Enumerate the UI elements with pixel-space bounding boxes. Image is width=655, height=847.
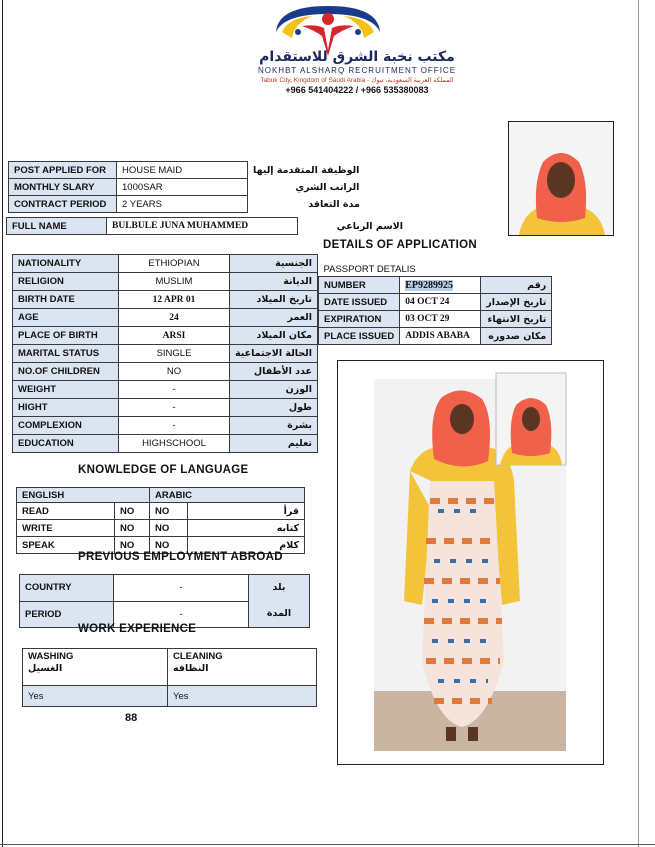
fullname-value: BULBULE JUNA MUHAMMED — [107, 218, 298, 235]
complexion-value: - — [119, 417, 230, 435]
salary-label: MONTHLY SLARY — [9, 179, 117, 196]
passport-table — [318, 263, 552, 345]
birthdate-arabic: تاريخ الميلاد — [230, 291, 318, 309]
fullname-label: FULL NAME — [7, 218, 107, 235]
passport-issued-value: 04 OCT 24 — [400, 294, 481, 311]
full-body-photo-frame — [337, 360, 604, 765]
read-arabic-label: قرأ — [188, 503, 305, 520]
salary-arabic: الراتب الشري — [248, 179, 365, 196]
contract-arabic: مدة التعاقد — [248, 196, 365, 213]
previous-table — [19, 574, 310, 628]
work-heading: WORK EXPERIENCE — [78, 623, 197, 635]
washing-arabic: الغسيل — [28, 663, 63, 674]
passport-place-label: PLACE ISSUED — [319, 328, 400, 345]
passport-photo-frame — [508, 121, 614, 236]
children-label: NO.OF CHILDREN — [13, 363, 119, 381]
speak-english: NO — [115, 537, 150, 554]
post-table — [8, 161, 365, 213]
nationality-label: NATIONALITY — [13, 255, 119, 273]
office-address: Tabuk City, Kingdom of Saudi Arabia - المملكة العربية السعودية، تبوك — [260, 77, 454, 84]
contract-value: 2 YEARS — [117, 196, 248, 213]
post-arabic: الوظيفة المتقدمة إليها — [248, 162, 365, 179]
weight-label: WEIGHT — [13, 381, 119, 399]
passport-expiry-label: EXPIRATION — [319, 311, 400, 328]
office-phones: +966 541404222 / +966 535380083 — [285, 85, 429, 95]
post-label: POST APPLIED FOR — [9, 162, 117, 179]
marital-label: MARITAL STATUS — [13, 345, 119, 363]
details-heading: DETAILS OF APPLICATION — [323, 239, 477, 251]
office-name-english: NOKHBT ALSHARQ RECRUITMENT OFFICE — [257, 66, 457, 75]
birthdate-label: BIRTH DATE — [13, 291, 119, 309]
birthdate-value: 12 APR 01 — [119, 291, 230, 309]
previous-arabic — [249, 575, 310, 628]
arabic-header: ARABIC — [150, 488, 305, 503]
work-table — [22, 648, 317, 707]
cleaning-label: CLEANING — [173, 651, 223, 662]
birthplace-arabic: مكان الميلاد — [230, 327, 318, 345]
washing-label: WASHING — [28, 651, 74, 662]
period-arabic: المدة — [266, 608, 292, 619]
complexion-arabic: بشرة — [230, 417, 318, 435]
write-label: WRITE — [17, 520, 115, 537]
height-arabic: طول — [230, 399, 318, 417]
religion-label: RELIGION — [13, 273, 119, 291]
office-name-arabic: مكتب نخبة الشرق للاستقدام — [259, 49, 455, 65]
complexion-label: COMPLEXION — [13, 417, 119, 435]
contract-label: CONTRACT PERIOD — [9, 196, 117, 213]
fullname-table — [6, 217, 408, 235]
language-table — [16, 487, 305, 554]
english-header: ENGLISH — [17, 488, 150, 503]
passport-photo — [509, 122, 613, 235]
country-arabic: بلد — [272, 582, 286, 593]
marital-value: SINGLE — [119, 345, 230, 363]
salary-value: 1000SAR — [117, 179, 248, 196]
religion-value: MUSLIM — [119, 273, 230, 291]
passport-place-value: ADDIS ABABA — [400, 328, 481, 345]
period-label: PERIOD — [20, 601, 114, 628]
details-table — [12, 254, 318, 453]
post-value: HOUSE MAID — [117, 162, 248, 179]
education-value: HIGHSCHOOL — [119, 435, 230, 453]
period-value: - — [114, 601, 249, 628]
cleaning-value: Yes — [168, 686, 317, 707]
language-heading: KNOWLEDGE OF LANGUAGE — [78, 464, 249, 476]
write-arabic: NO — [150, 520, 188, 537]
education-arabic: تعليم — [230, 435, 318, 453]
marital-arabic: الحالة الاجتماعية — [230, 345, 318, 363]
passport-issued-label: DATE ISSUED — [319, 294, 400, 311]
write-english: NO — [115, 520, 150, 537]
full-body-photo — [338, 361, 603, 764]
country-value: - — [114, 575, 249, 602]
cleaning-cell — [168, 649, 317, 686]
birthplace-value: ARSI — [119, 327, 230, 345]
page-border-left — [2, 0, 3, 847]
children-arabic: عدد الأطفال — [230, 363, 318, 381]
weight-value: - — [119, 381, 230, 399]
cleaning-arabic: النظافه — [173, 663, 209, 674]
birthplace-label: PLACE OF BIRTH — [13, 327, 119, 345]
age-label: AGE — [13, 309, 119, 327]
country-label: COUNTRY — [20, 575, 114, 602]
passport-number-arabic: رقم — [481, 277, 552, 294]
previous-heading: PREVIOUS EMPLOYMENT ABROAD — [78, 551, 283, 563]
passport-number-value: EP9289925 — [405, 279, 453, 291]
read-arabic: NO — [150, 503, 188, 520]
passport-expiry-arabic: تاريخ الانتهاء — [481, 311, 552, 328]
write-arabic-label: كتابه — [188, 520, 305, 537]
passport-issued-arabic: تاريخ الإصدار — [481, 294, 552, 311]
children-value: NO — [119, 363, 230, 381]
education-label: EDUCATION — [13, 435, 119, 453]
speak-label: SPEAK — [17, 537, 115, 554]
fullname-arabic: الاسم الرباعي — [298, 218, 409, 235]
religion-arabic: الديانة — [230, 273, 318, 291]
washing-value: Yes — [23, 686, 168, 707]
passport-title: PASSPORT DETALIS — [319, 263, 552, 277]
nationality-arabic: الجنسية — [230, 255, 318, 273]
age-arabic: العمر — [230, 309, 318, 327]
age-value: 24 — [119, 309, 230, 327]
nationality-value: ETHIOPIAN — [119, 255, 230, 273]
passport-number-label: NUMBER — [319, 277, 400, 294]
speak-arabic: NO — [150, 537, 188, 554]
page-number: 88 — [125, 712, 138, 724]
height-label: HIGHT — [13, 399, 119, 417]
washing-cell — [23, 649, 168, 686]
page-border-bottom — [0, 844, 655, 845]
weight-arabic: الوزن — [230, 381, 318, 399]
read-label: READ — [17, 503, 115, 520]
passport-expiry-value: 03 OCT 29 — [400, 311, 481, 328]
page-border-right — [638, 0, 639, 847]
speak-arabic-label: كلام — [188, 537, 305, 554]
read-english: NO — [115, 503, 150, 520]
height-value: - — [119, 399, 230, 417]
passport-place-arabic: مكان صدوره — [481, 328, 552, 345]
